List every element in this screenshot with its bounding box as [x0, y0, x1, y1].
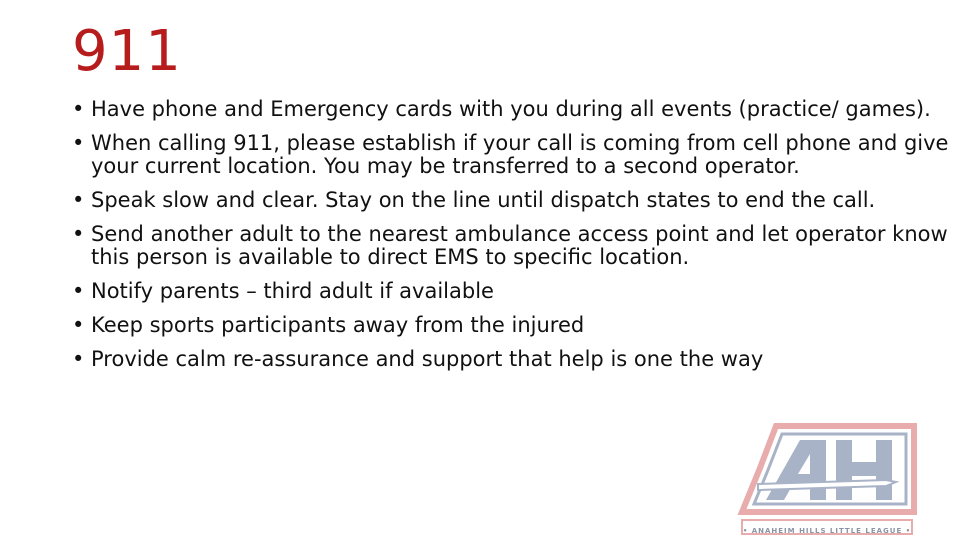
bullet-item [72, 314, 952, 337]
bullet-dot: • [72, 347, 85, 371]
bullet-dot: • [72, 188, 85, 212]
league-logo [736, 420, 918, 538]
bullet-item [72, 280, 952, 303]
bullet-text: When calling 911, please establish if your call is coming from cell phone and give your current location. You may be transferred to a second operator. [91, 131, 949, 178]
bullet-dot: • [72, 279, 85, 303]
bullet-item [72, 348, 952, 371]
bullet-dot: • [72, 222, 85, 246]
bullet-text: Keep sports participants away from the injured [91, 313, 585, 337]
bullet-text: Speak slow and clear. Stay on the line until dispatch states to end the call. [91, 188, 876, 212]
logo-caption: • ANAHEIM HILLS LITTLE LEAGUE • [742, 527, 912, 535]
bullet-text: Provide calm re-assurance and support that help is one the way [91, 347, 764, 371]
bullet-item [72, 132, 952, 178]
logo-letter-h [836, 440, 892, 500]
slide-title: 911 [72, 19, 182, 84]
bullet-dot: • [72, 313, 85, 337]
bullet-text: Notify parents – third adult if available [91, 279, 494, 303]
bullet-list [72, 98, 952, 382]
bullet-text: Have phone and Emergency cards with you during all events (practice/ games). [91, 97, 931, 121]
bullet-dot: • [72, 131, 85, 155]
bullet-item [72, 189, 952, 212]
bullet-item [72, 98, 952, 121]
bullet-dot: • [72, 97, 85, 121]
bullet-text: Send another adult to the nearest ambulance access point and let operator know this person is available to direct EMS to specific location. [91, 222, 948, 269]
bullet-item [72, 223, 952, 269]
